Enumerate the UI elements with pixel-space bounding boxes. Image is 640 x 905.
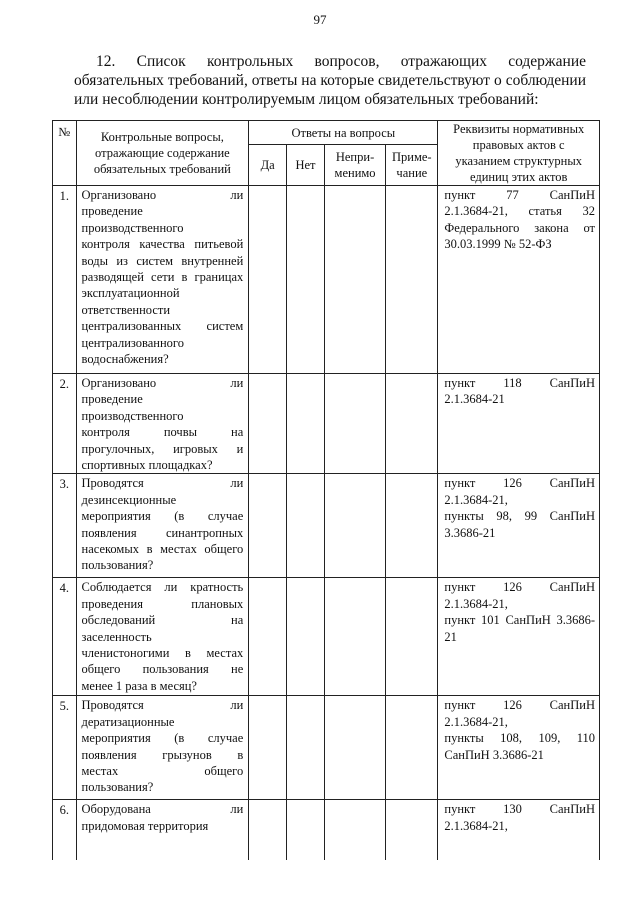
header-yes: Да [249, 145, 287, 186]
question-cell [76, 696, 249, 800]
reference-line: пункт 126 СанПиН [444, 580, 595, 595]
question-line: мероприятия (в случае [81, 509, 244, 524]
table-row [53, 474, 600, 578]
question-line: обследований на [81, 613, 244, 628]
page-number: 97 [313, 12, 327, 27]
reference-cell [438, 696, 600, 800]
question-line: централизованного [81, 335, 184, 350]
answer-yes-cell[interactable] [249, 696, 287, 800]
row-number: 4. [53, 578, 77, 696]
question-line: появления грызунов в [81, 747, 244, 762]
answer-na-cell[interactable] [324, 800, 385, 860]
question-line: Оборудована ли [81, 802, 244, 817]
reference-cell [438, 474, 600, 578]
answer-note-cell[interactable] [386, 578, 438, 696]
header-refs: Реквизиты нормативных правовых актов с указанием структурных единиц этих актов [438, 121, 600, 186]
question-line: насекомых в местах общего [81, 542, 244, 557]
question-line: водоснабжения? [81, 352, 169, 367]
header-questions: Контрольные вопросы, отражающие содержание обязательных требований [76, 121, 249, 186]
reference-line: пункт 77 СанПиН [444, 188, 595, 202]
row-number: 1. [53, 186, 77, 374]
question-line: мероприятия (в случае [81, 731, 244, 746]
question-line: контроля качества питьевой [81, 237, 244, 252]
answer-note-cell[interactable] [386, 474, 438, 578]
reference-line: 2.1.3684-21, [444, 818, 508, 833]
question-line: централизованных систем [81, 319, 244, 334]
answer-note-cell[interactable] [386, 696, 438, 800]
reference-line: 3.3686-21 [444, 525, 496, 540]
answer-yes-cell[interactable] [249, 800, 287, 860]
question-line: заселенность [81, 629, 152, 644]
reference-line: 21 [444, 629, 457, 644]
question-line: дезинсекционные [81, 492, 177, 507]
table-row [53, 578, 600, 696]
question-line: эксплуатационной [81, 286, 180, 301]
question-line: Организовано ли [81, 376, 244, 390]
question-line: придомовая территория [81, 818, 209, 833]
row-number: 5. [53, 696, 77, 800]
question-line: местах общего [81, 764, 244, 779]
question-line: менее 1 раза в месяц? [81, 678, 197, 693]
question-line: членистоногими в местах [81, 646, 244, 661]
answer-no-cell[interactable] [287, 474, 325, 578]
reference-cell [438, 186, 600, 374]
answer-yes-cell[interactable] [249, 374, 287, 474]
question-line: разводящей сети в границах [81, 270, 244, 285]
answer-note-cell[interactable] [386, 186, 438, 374]
table-row [53, 374, 600, 474]
reference-line: 2.1.3684-21, [444, 714, 508, 729]
question-line: спортивных площадках? [81, 458, 213, 473]
reference-line: пункт 118 СанПиН [444, 376, 595, 390]
reference-line: пункты 108, 109, 110 [444, 731, 595, 746]
question-line: Проводятся ли [81, 476, 244, 491]
question-cell [76, 186, 249, 374]
question-line: прогулочных, игровых и [81, 441, 244, 456]
question-line: общего пользования не [81, 662, 244, 677]
question-cell [76, 374, 249, 474]
answer-na-cell[interactable] [324, 696, 385, 800]
reference-line: СанПиН 3.3686-21 [444, 747, 544, 762]
question-line: пользования? [81, 780, 154, 795]
question-line: Организовано ли [81, 188, 244, 202]
question-line: проведение [81, 204, 143, 219]
answer-no-cell[interactable] [287, 800, 325, 860]
question-line: ответственности [81, 302, 171, 317]
reference-line: 2.1.3684-21 [444, 392, 505, 407]
question-line: воды из систем внутренней [81, 253, 244, 268]
reference-line: 2.1.3684-21, [444, 596, 508, 611]
row-number: 2. [53, 374, 77, 474]
reference-line: 2.1.3684-21, [444, 492, 508, 507]
reference-line: 30.03.1999 № 52-ФЗ [444, 237, 552, 252]
answer-no-cell[interactable] [287, 186, 325, 374]
checklist-table [52, 120, 600, 860]
question-cell [76, 474, 249, 578]
question-line: производственного [81, 408, 184, 423]
reference-line: пункт 126 СанПиН [444, 476, 595, 491]
answer-no-cell[interactable] [287, 374, 325, 474]
header-num: № [53, 121, 77, 186]
answer-note-cell[interactable] [386, 800, 438, 860]
header-not-applicable: Непри-менимо [324, 145, 385, 186]
answer-yes-cell[interactable] [249, 474, 287, 578]
answer-na-cell[interactable] [324, 474, 385, 578]
reference-line: пункт 130 СанПиН [444, 802, 595, 817]
table-row [53, 696, 600, 800]
question-cell [76, 800, 249, 860]
question-line: Проводятся ли [81, 698, 244, 713]
reference-line: пункт 126 СанПиН [444, 698, 595, 713]
answer-na-cell[interactable] [324, 186, 385, 374]
question-line: появления синантропных [81, 525, 244, 540]
table-row [53, 800, 600, 860]
reference-line: Федерального закона от [444, 220, 595, 235]
answer-yes-cell[interactable] [249, 186, 287, 374]
reference-line: пункт 101 СанПиН 3.3686- [444, 613, 595, 628]
question-line: проведение [81, 392, 143, 407]
reference-cell [438, 578, 600, 696]
question-line: дератизационные [81, 714, 175, 729]
answer-na-cell[interactable] [324, 578, 385, 696]
header-answers: Ответы на вопросы [249, 121, 438, 145]
question-line: контроля почвы на [81, 425, 244, 440]
reference-cell [438, 800, 600, 860]
question-cell [76, 578, 249, 696]
question-line: производственного [81, 220, 184, 235]
row-number: 6. [53, 800, 77, 860]
reference-cell [438, 374, 600, 474]
question-line: пользования? [81, 558, 154, 573]
answer-yes-cell[interactable] [249, 578, 287, 696]
header-no: Нет [287, 145, 325, 186]
row-number: 3. [53, 474, 77, 578]
answer-note-cell[interactable] [386, 374, 438, 474]
answer-no-cell[interactable] [287, 696, 325, 800]
table-row [53, 186, 600, 374]
header-note: Приме-чание [386, 145, 438, 186]
question-line: Соблюдается ли кратность [81, 580, 244, 595]
answer-no-cell[interactable] [287, 578, 325, 696]
reference-line: пункты 98, 99 СанПиН [444, 509, 595, 524]
answer-na-cell[interactable] [324, 374, 385, 474]
question-line: проведения плановых [81, 596, 244, 611]
section-heading: 12. Список контрольных вопросов, отражающих содержание обязательных требований, ответы на которые свидетельствуют о соблюдении или несоблюдении контролируемым лицом обязательных требований: [74, 53, 586, 108]
reference-line: 2.1.3684-21, статья 32 [444, 204, 595, 219]
